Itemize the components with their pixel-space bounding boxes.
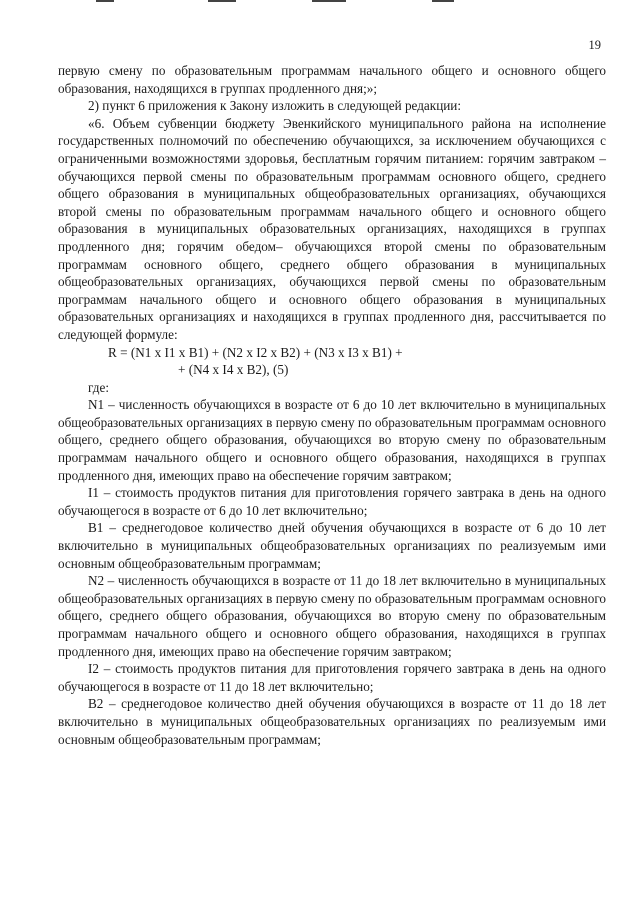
where-label: где: bbox=[88, 379, 109, 395]
definition-b1: B1 – среднегодовое количество дней обучения обучающихся в возрасте от 6 до 10 лет включительно в муниципальных общеобразовательных организациях по реализуемым ими основным общеобразовательным программам; bbox=[58, 520, 606, 571]
definition-i2: I2 – стоимость продуктов питания для приготовления горячего завтрака в день на одного обучающегося в возрасте от 11 до 18 лет включительно; bbox=[58, 661, 606, 694]
paragraph-subvention-text: «6. Объем субвенции бюджету Эвенкийского муниципального района на исполнение государственных полномочий по обеспечению обучающихся, за исключением обучающихся с ограниченными возможностями здоровья, бесплатным горячим питанием: горячим завтраком – обучающихся первой смены по образовательным программам основного общего, среднего общего образования в муниципальных общеобразовательных организациях, обучающихся второй смены по образовательным программам начального общего и основного общего образования в муниципальных образовательных организациях, находящихся в группах продленного дня; горячим обедом– обучающихся второй смены по образовательным программам основного общего, среднего общего образования в муниципальных общеобразовательных организациях, обучающихся первой смены по образовательным программам начального общего и основного общего образования в муниципальных образовательных организациях и находящихся в группах продленного дня, рассчитывается по следующей формуле: bbox=[58, 115, 606, 342]
definition-b2: B2 – среднегодовое количество дней обучения обучающихся в возрасте от 11 до 18 лет включительно в муниципальных общеобразовательных организациях по реализуемым ими основным общеобразовательным программам; bbox=[58, 696, 606, 747]
scan-artifact-line bbox=[96, 0, 114, 2]
document-body bbox=[58, 62, 606, 748]
paragraph-continuation: первую смену по образовательным программам начального общего и основного общего образования, находящихся в группах продленного дня;»; bbox=[58, 63, 606, 96]
definition-n1: N1 – численность обучающихся в возрасте от 6 до 10 лет включительно в муниципальных общеобразовательных организациях в первую смену по образовательным программам основного общего, среднего общего образования, обучающихся во вторую смену по образовательным программам начального общего и основного общего образования, находящихся в группах продленного дня, имеющих право на обеспечение горячим завтраком; bbox=[58, 397, 606, 483]
formula-line-2: + (N4 x I4 x B2), (5) bbox=[178, 362, 289, 378]
page-number: 19 bbox=[588, 38, 601, 52]
scan-artifact-line bbox=[312, 0, 346, 2]
formula-line-1: R = (N1 x I1 x B1) + (N2 x I2 x B2) + (N3 x I3 x B1) + bbox=[108, 344, 403, 360]
paragraph-amendment-point: 2) пункт 6 приложения к Закону изложить в следующей редакции: bbox=[88, 98, 462, 114]
scan-artifact-line bbox=[432, 0, 454, 2]
definition-n2: N2 – численность обучающихся в возрасте от 11 до 18 лет включительно в муниципальных общеобразовательных организациях в первую смену по образовательным программам основного общего, среднего общего образования, обучающихся во вторую смену по образовательным программам начального общего и основного общего образования, находящихся в группах продленного дня, имеющих право на обеспечение горячим завтраком; bbox=[58, 573, 606, 659]
definition-i1: I1 – стоимость продуктов питания для приготовления горячего завтрака в день на одного обучающегося в возрасте от 6 до 10 лет включительно; bbox=[58, 485, 606, 518]
scan-artifact-line bbox=[208, 0, 236, 2]
